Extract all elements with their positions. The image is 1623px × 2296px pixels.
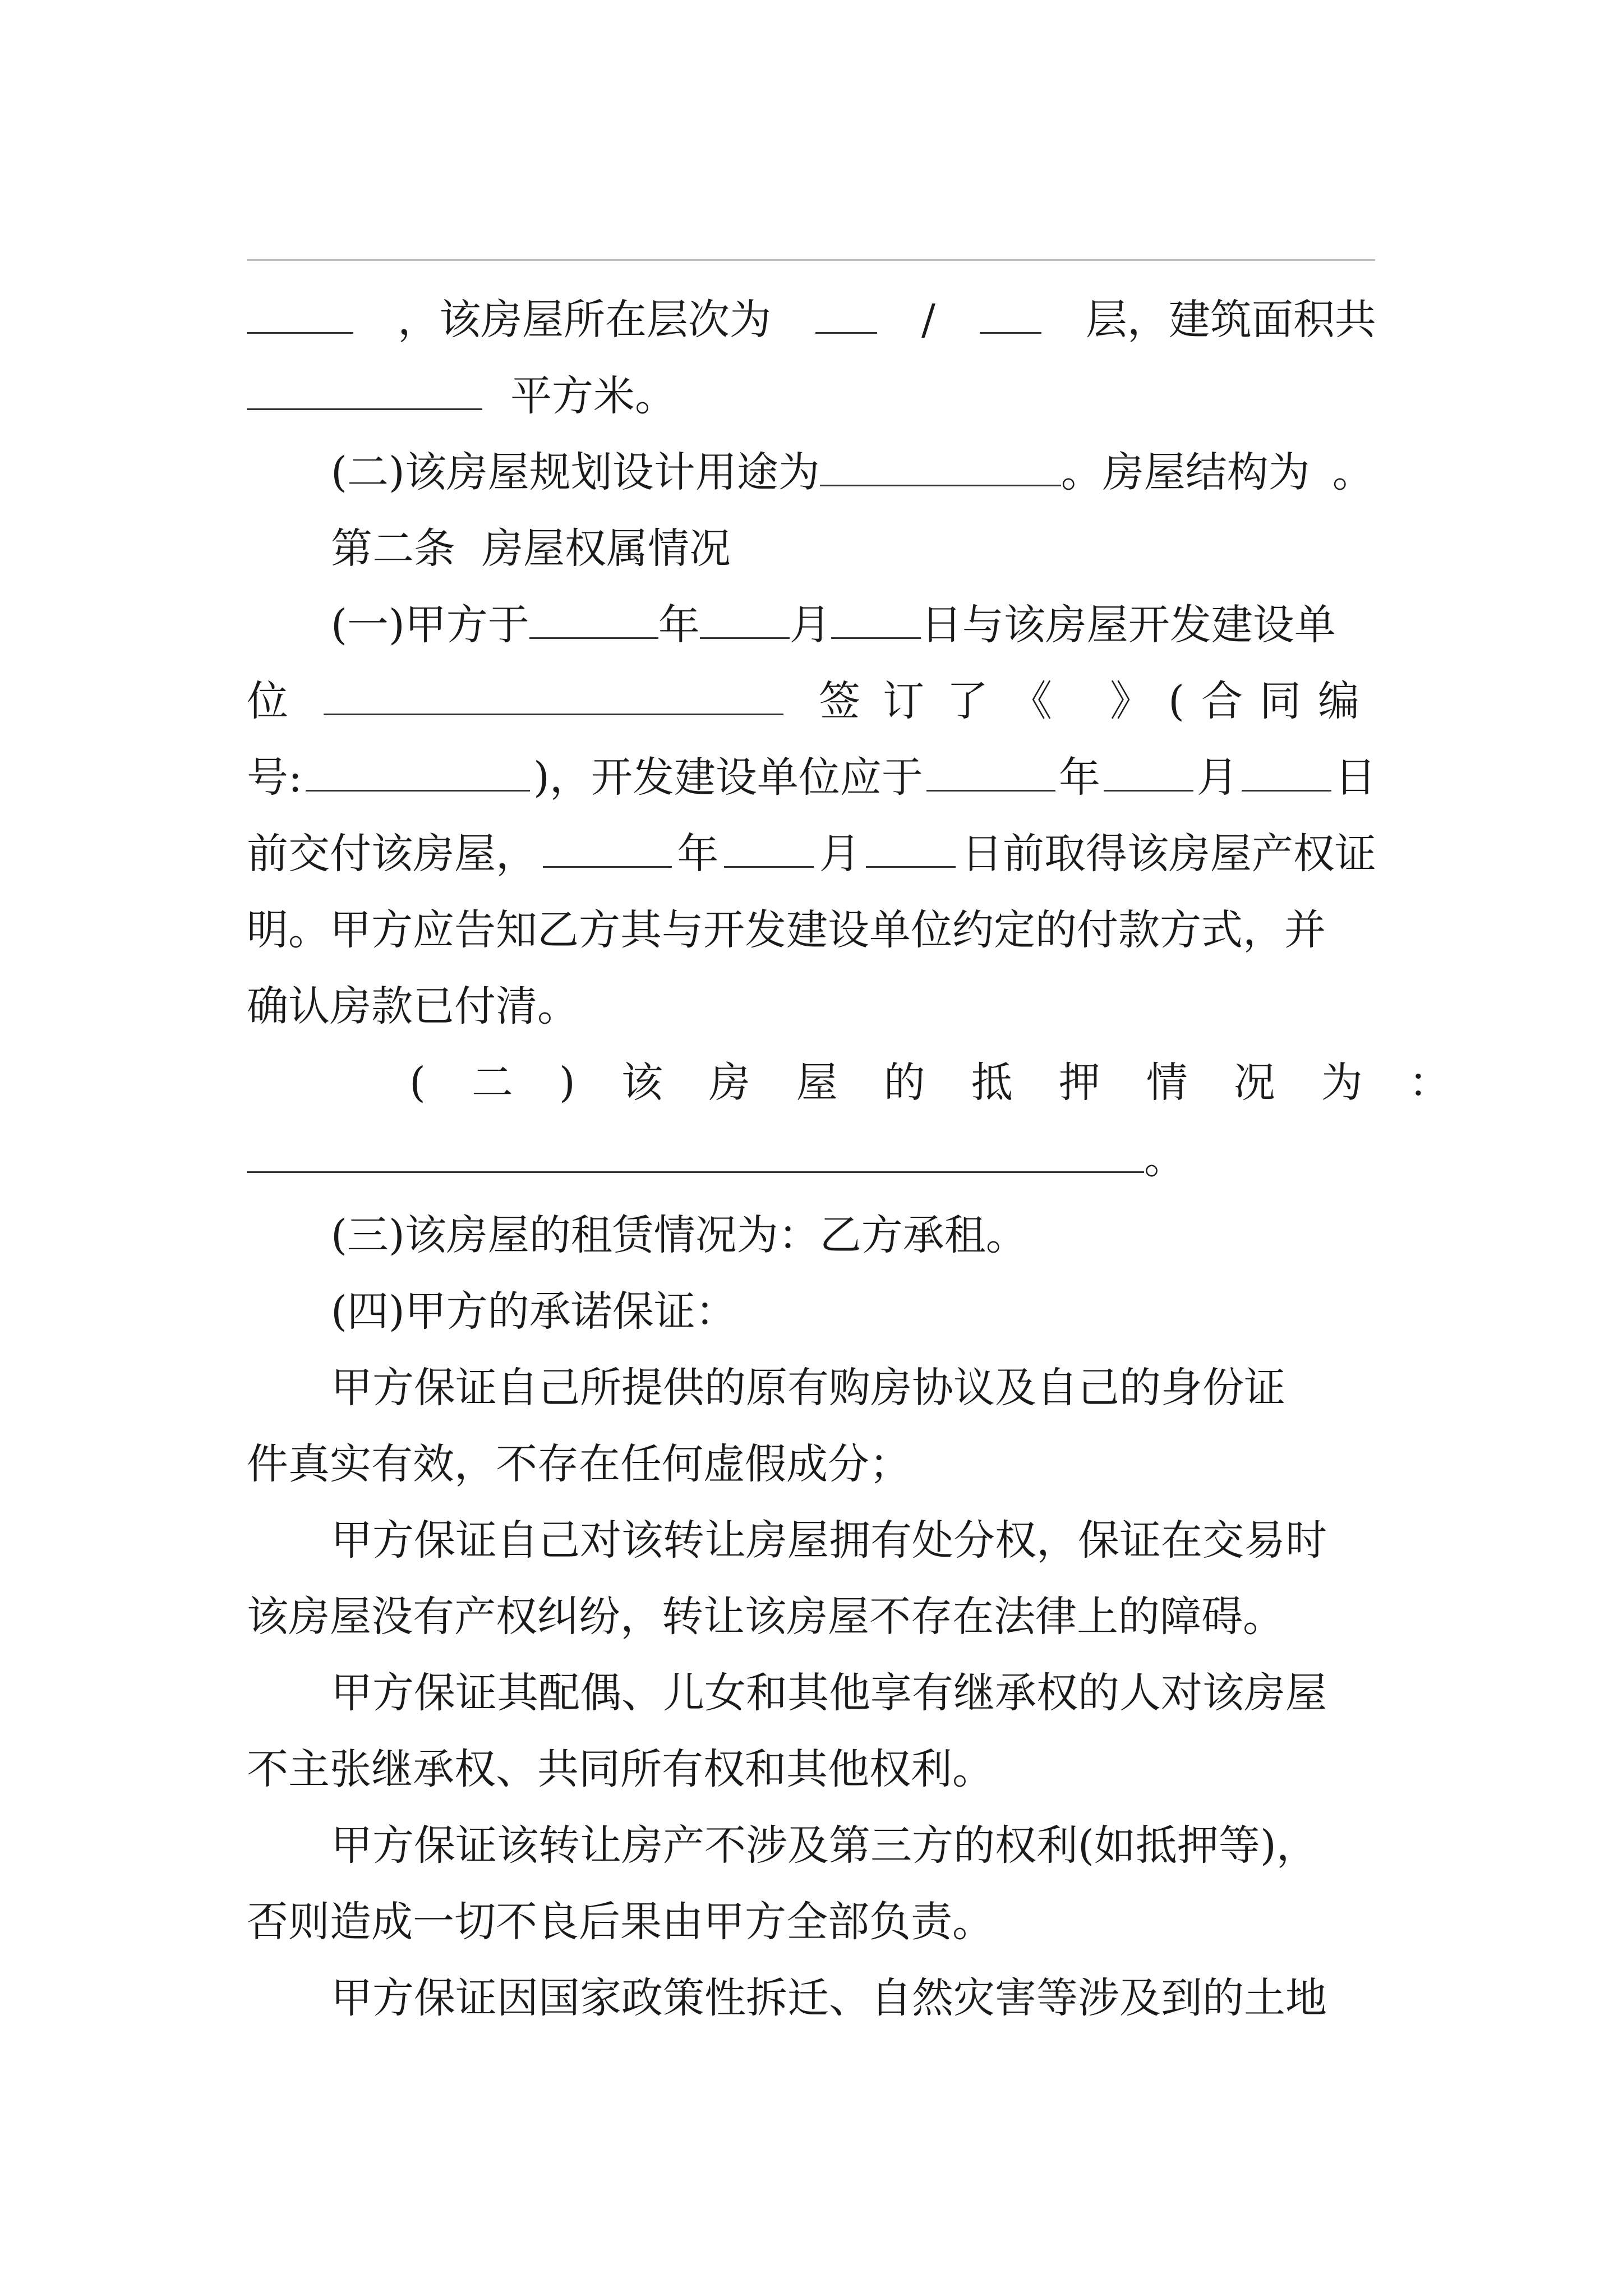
month-label: 月: [819, 830, 861, 878]
month-label: 月: [789, 601, 831, 649]
guarantee-4-line-1: [247, 1818, 1460, 1874]
guarantee-2-line-2: [247, 1589, 1376, 1645]
clause-label: (一)甲方于: [331, 601, 529, 649]
day-label: 日: [1334, 753, 1376, 802]
lease-line: [247, 1207, 1460, 1263]
after-no-text: )，开发建设单位应于: [533, 753, 923, 802]
mortgage-blank-line: [247, 1131, 1376, 1187]
guarantee-3-line-1: [247, 1665, 1460, 1721]
ownership-line-1: [247, 597, 1460, 653]
promise-text: (四)甲方的承诺保证：: [331, 1287, 737, 1336]
lease-text: (三)该房屋的租赁情况为：乙方承租。: [331, 1211, 1027, 1259]
blank-field[interactable]: [820, 445, 1061, 486]
usage-text: (二)该房屋规划设计用途为: [331, 448, 820, 496]
blank-field[interactable]: [1104, 751, 1193, 792]
deliver-text: 前交付该房屋，: [247, 830, 537, 878]
guarantee-2-line-1: [247, 1512, 1460, 1568]
blank-field[interactable]: [866, 827, 956, 868]
guarantee-text: 件真实有效，不存在任何虚假成分；: [247, 1440, 911, 1488]
blank-field[interactable]: [831, 598, 921, 639]
mortgage-label: (二)该房屋的抵押情况为：: [409, 1059, 1496, 1107]
article-heading: [247, 521, 1460, 577]
ownership-line-3: [247, 749, 1376, 806]
blank-field[interactable]: [980, 293, 1041, 334]
blank-field[interactable]: [324, 674, 783, 715]
area-unit-text: 平方米。: [510, 372, 676, 420]
wei-char: 位: [247, 677, 288, 725]
guarantee-text: 否则造成一切不良后果由甲方全部负责。: [247, 1898, 994, 1946]
guarantee-text: 该房屋没有产权纠纷，转让该房屋不存在法律上的障碍。: [247, 1593, 1284, 1641]
sign-close: 》(合同编: [1110, 677, 1376, 725]
guarantee-text: 甲方保证因国家政策性拆迁、自然灾害等涉及到的土地: [331, 1974, 1327, 2022]
guarantee-text: 甲方保证该转让房产不涉及第三方的权利(如抵押等)，: [331, 1821, 1318, 1870]
area-line: [247, 368, 1376, 424]
guarantee-text: 甲方保证自己对该转让房屋拥有处分权，保证在交易时: [331, 1516, 1327, 1565]
blank-field[interactable]: [306, 751, 530, 792]
guarantee-text: 不主张继承权、共同所有权和其他权利。: [247, 1745, 994, 1793]
payment-text: 明。甲方应告知乙方其与开发建设单位约定的付款方式，并: [247, 906, 1326, 954]
header-rule: [247, 259, 1375, 261]
structure-text: 。房屋结构为: [1061, 448, 1310, 496]
guarantee-4-line-2: [247, 1894, 1376, 1950]
blank-field[interactable]: [1242, 751, 1331, 792]
guarantee-3-line-2: [247, 1741, 1376, 1797]
floor-tail-text: 层，建筑面积共: [1085, 296, 1376, 344]
blank-field[interactable]: [724, 827, 814, 868]
ownership-line-5: [247, 902, 1376, 958]
floor-line: [247, 292, 1376, 348]
hao-char: 号:: [247, 753, 302, 802]
cert-text: 日前取得该房屋产权证: [961, 830, 1376, 878]
floor-sep: /: [921, 296, 935, 344]
blank-field[interactable]: [529, 598, 658, 639]
floor-lead-text: ，该房屋所在层次为: [398, 296, 771, 344]
ownership-line-6: [247, 978, 1376, 1034]
guarantee-1-line-2: [247, 1436, 1376, 1492]
blank-field[interactable]: [247, 1132, 1144, 1173]
ownership-line-2: [247, 673, 1376, 729]
guarantee-5-line-1: [247, 1970, 1460, 2026]
ownership-line-4: [247, 826, 1376, 882]
paid-text: 确认房款已付清。: [247, 982, 579, 1030]
year-label: 年: [658, 601, 700, 649]
guarantee-text: 甲方保证其配偶、儿女和其他享有继承权的人对该房屋: [331, 1669, 1327, 1717]
mortgage-end: 。: [1144, 1135, 1186, 1183]
year-label: 年: [677, 830, 719, 878]
mortgage-line: [247, 1055, 1496, 1111]
guarantee-text: 甲方保证自己所提供的原有购房协议及自己的身份证: [331, 1364, 1285, 1412]
promise-heading: [247, 1283, 1460, 1340]
blank-field[interactable]: [815, 293, 877, 334]
sign-text: 签订了《: [819, 677, 1075, 725]
usage-line: [247, 444, 1460, 500]
blank-field[interactable]: [700, 598, 790, 639]
blank-field[interactable]: [247, 293, 353, 334]
year-label: 年: [1058, 753, 1100, 802]
month-label: 月: [1196, 753, 1238, 802]
day-text: 日与该房屋开发建设单: [920, 601, 1336, 649]
guarantee-1-line-1: [247, 1360, 1460, 1416]
structure-end: 。: [1332, 448, 1374, 496]
blank-field[interactable]: [543, 827, 672, 868]
article-two-heading: 第二条 房屋权属情况: [331, 524, 731, 573]
blank-field[interactable]: [247, 369, 482, 410]
blank-field[interactable]: [926, 751, 1055, 792]
